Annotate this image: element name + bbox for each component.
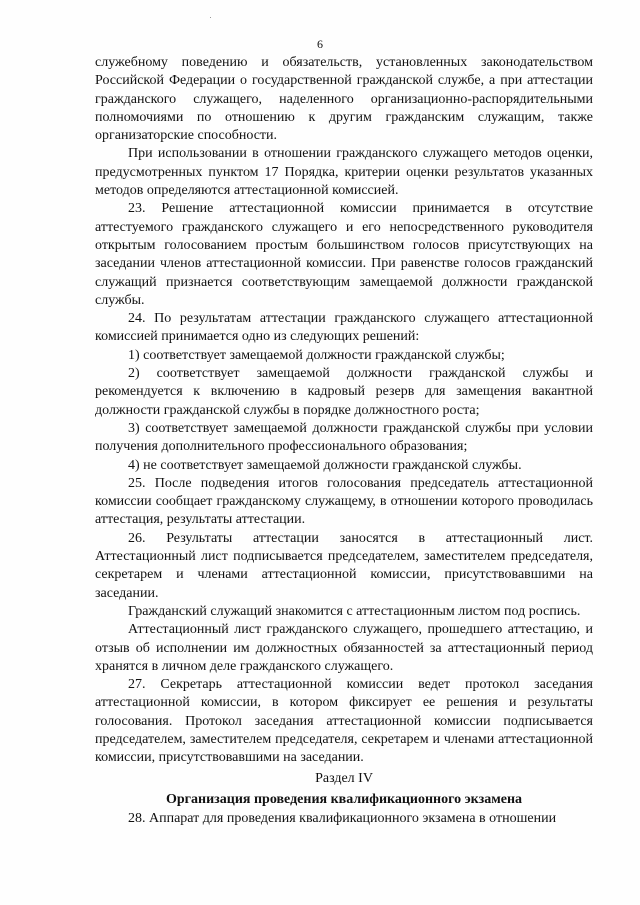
section-heading: Раздел IV: [315, 770, 373, 786]
list-item-1: 1) соответствует замещаемой должности гражданской службы;: [128, 347, 505, 363]
paragraph-personal-file: Аттестационный лист гражданского служащего, прошедшего аттестацию, и отзыв об исполнении им должностных обязанностей за аттестационный период хранятся в личном деле гражданского служащего.: [95, 622, 593, 674]
list-item-3: 3) соответствует замещаемой должности гражданской службы при условии получения дополнительного профессионального образования;: [95, 420, 593, 455]
paragraph-25: 25. После подведения итогов голосования председатель аттестационной комиссии сообщает гражданскому служащему, в отношении которого проводилась аттестация, результаты аттестации.: [95, 475, 593, 528]
paragraph-28: 28. Аппарат для проведения квалификационного экзамена в отношении: [128, 810, 557, 826]
list-item-2: 2) соответствует замещаемой должности гражданской службы и рекомендуется к включению в кадровый резерв для замещения вакантной должности гражданской службы в порядке должностного роста;: [95, 366, 593, 418]
paragraph-signature: Гражданский служащий знакомится с аттестационным листом под роспись.: [128, 603, 581, 619]
paragraph-26: 26. Результаты аттестации заносятся в аттестационный лист. Аттестационный лист подписывается председателем, заместителем председателя, секретарем и членами аттестационной комиссии, присутствовавшими на заседании.: [95, 530, 593, 601]
paragraph-evaluation-methods: При использовании в отношении гражданского служащего методов оценки, предусмотренных пунктом 17 Порядка, критерии оценки результатов указанных методов определяются аттестационной комиссией.: [95, 146, 593, 199]
list-item-4: 4) не соответствует замещаемой должности гражданской службы.: [128, 457, 522, 473]
scan-speck: [210, 17, 211, 18]
page-number: 6: [317, 37, 323, 51]
paragraph-continuation: служебному поведению и обязательств, установленных законодательством Российской Федерации о государственной гражданской службе, а при аттестации гражданского служащего, наделенного организационно-распорядительными полномочиями по отношению к другим гражданским служащим, также организаторские способности.: [95, 55, 593, 144]
paragraph-27: 27. Секретарь аттестационной комиссии ведет протокол заседания аттестационной комиссии, в котором фиксирует ее решения и результаты голосования. Протокол заседания аттестационной комиссии подписывается председателем, заместителем председателя, секретарем и членами аттестационной комиссии, присутствовавшими на заседании.: [95, 677, 593, 766]
section-title: Организация проведения квалификационного экзамена: [165, 791, 523, 807]
paragraph-24: 24. По результатам аттестации гражданского служащего аттестационной комиссией принимается одно из следующих решений:: [95, 311, 593, 345]
document-body: [95, 54, 593, 828]
paragraph-23: 23. Решение аттестационной комиссии принимается в отсутствие аттестуемого гражданского служащего и его непосредственного руководителя открытым голосованием простым большинством голосов присутствующих на заседании членов аттестационной комиссии. При равенстве голосов гражданский служащий признается соответствующим замещаемой должности гражданской службы.: [95, 201, 593, 308]
